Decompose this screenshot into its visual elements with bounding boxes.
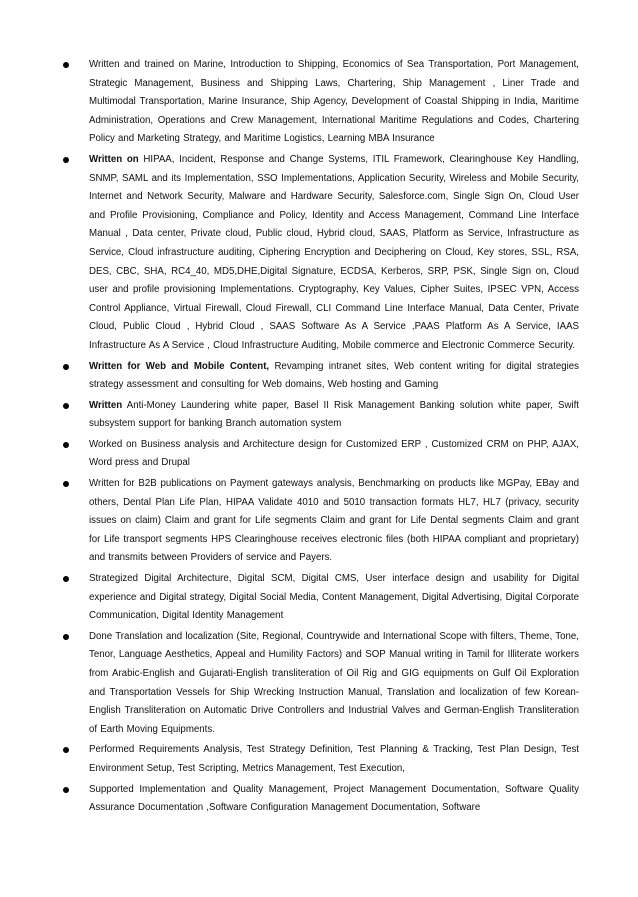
bullet-list bbox=[66, 56, 579, 820]
list-item-text: Strategized Digital Architecture, Digital SCM, Digital CMS, User interface design and usability for Digital experience and Digital strategy, Digital Social Media, Content Management, Digital Advertising, Digital Corporate Communication, Digital Identity Management bbox=[89, 573, 579, 622]
list-item-text: Written for B2B publications on Payment gateways analysis, Benchmarking on products like MGPay, EBay and others, Dental Plan Life Plan, HIPAA Validate 4010 and 5010 transaction formats HL7, HL7 (privacy, security issues on claim) Claim and grant for Life segments Claim and grant for Life Dental segments Claim and grant for Life transport segments HPS Clearinghouse receives electronic files (both HIPAA compliant and proprietary) and transmits between Providers of service and Payers. bbox=[89, 478, 579, 564]
list-item bbox=[66, 397, 579, 434]
bullet-icon bbox=[63, 62, 69, 68]
bullet-icon bbox=[63, 747, 69, 753]
list-item-text: Supported Implementation and Quality Management, Project Management Documentation, Software Quality Assurance Documentation ,Software Configuration Management Documentation, Software bbox=[89, 783, 579, 814]
list-item-text: Worked on Business analysis and Architecture design for Customized ERP , Customized CRM on PHP, AJAX, Word press and Drupal bbox=[89, 438, 579, 469]
list-item-text: Written and trained on Marine, Introduction to Shipping, Economics of Sea Transportation, Port Management, Strategic Management, Business and Shipping Laws, Chartering, Ship Management , Liner Trade and Multimodal Transportation, Marine Insurance, Ship Agency, Development of Coastal Shipping in India, Maritime Administration, Operations and Crew Management, International Maritime Regulations and Codes, Chartering Policy and Marketing Strategy, and Maritime Logistics, Learning MBA Insurance bbox=[89, 59, 579, 145]
list-item bbox=[66, 628, 579, 740]
list-item bbox=[66, 741, 579, 778]
list-item bbox=[66, 436, 579, 473]
bullet-icon bbox=[63, 157, 69, 163]
bullet-icon bbox=[63, 576, 69, 582]
list-item-text: Written Anti-Money Laundering white paper, Basel II Risk Management Banking solution white paper, Swift subsystem support for banking Branch automation system bbox=[89, 399, 579, 430]
list-item-text: Written on HIPAA, Incident, Response and Change Systems, ITIL Framework, Clearinghouse Key Handling, SNMP, SAML and its Implementation, SSO Implementations, Application Security, Wireless and Mobile Security, Internet and Network Security, Malware and Hardware Security, Salesforce.com, Single Sign On, Cloud User and Profile Provisioning, Compliance and Policy, Identity and Access Management, Command Line Interface Manual , Data center, Private cloud, Public cloud, Hybrid cloud, SAAS, Platform as Service, Infrastructure as Service, Cloud infrastructure auditing, Ciphering Encryption and Deciphering on Cloud, Key stores, SSL, RSA, DES, CBC, SHA, RC4_40, MD5,DHE,Digital Signature, ECDSA, Kerberos, SRP, PSK, Single Sign on, Cloud user and profile provisioning Implementations. Cryptography, Key Values, Cipher Suites, IPSEC VPN, Access Control Appliance, Virtual Firewall, Cloud Firewall, CLI Command Line Interface Manual, Data Center, Private Cloud, Public Cloud , Hybrid Cloud , SAAS Software As A Service ,PAAS Platform As A Service, IAAS Infrastructure As A Service , Cloud Infrastructure Auditing, Mobile commerce and Electronic Commerce Security. bbox=[89, 153, 580, 351]
bullet-icon bbox=[63, 442, 69, 448]
list-item bbox=[66, 358, 579, 395]
list-item bbox=[66, 151, 579, 356]
list-item-text: Performed Requirements Analysis, Test Strategy Definition, Test Planning & Tracking, Test Plan Design, Test Environment Setup, Test Scripting, Metrics Management, Test Execution, bbox=[89, 744, 579, 774]
bullet-icon bbox=[63, 364, 69, 370]
list-item bbox=[66, 570, 579, 626]
list-item bbox=[66, 781, 579, 818]
bullet-icon bbox=[63, 403, 69, 409]
bullet-icon bbox=[63, 634, 69, 640]
list-item bbox=[66, 56, 579, 149]
bullet-icon bbox=[63, 481, 69, 487]
list-item bbox=[66, 475, 579, 568]
list-item-text: Written for Web and Mobile Content, Revamping intranet sites, Web content writing for digital strategies strategy assessment and consulting for Web domains, Web hosting and Gaming bbox=[89, 360, 579, 391]
bullet-icon bbox=[63, 787, 69, 793]
list-item-text: Done Translation and localization (Site, Regional, Countrywide and International Scope with filters, Theme, Tone, Tenor, Language Aesthetics, Appeal and Humility Factors) and SOP Manual writing in Tamil for Illiterate workers from Arabic-English and Gujarati-English transliteration of Oil Rig and GIG equipments on Gulf Oil Exploration and Transportation Vessels for Ship Wrecking Instruction Manual, Translation and localization of few Korean-English Transliteration on Automatic Drive Controllers and Industrial Valves and German-English Transliteration of Earth Moving Equipments. bbox=[89, 630, 579, 735]
